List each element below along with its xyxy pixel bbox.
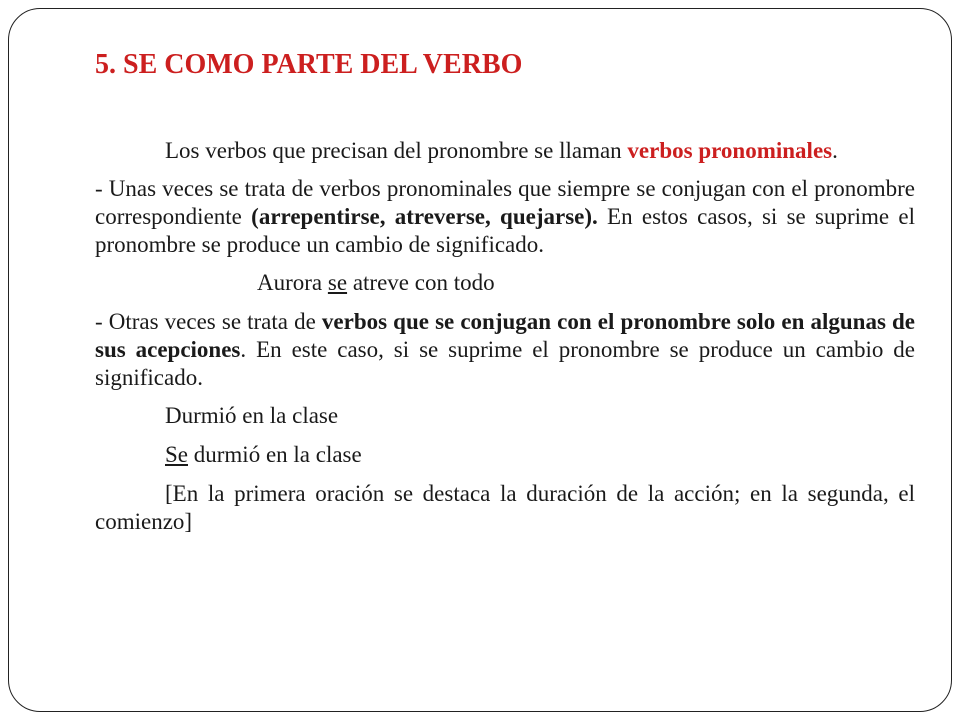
- point-1-paragraph: [95, 175, 915, 259]
- slide-body: [95, 137, 915, 546]
- intro-paragraph: [95, 137, 915, 165]
- example-1: [95, 269, 915, 297]
- example-2-text: Durmió en la clase: [165, 403, 339, 428]
- intro-text: Los verbos que precisan del pronombre se llaman: [165, 138, 628, 163]
- point-2-text: - Otras veces se trata de: [95, 309, 322, 334]
- point-1-text: - Unas veces se trata de verbos pronominales que siempre se conjugan con el pronombre correspondiente: [95, 176, 915, 229]
- example-1-underlined: se: [327, 270, 348, 295]
- intro-highlight: verbos pronominales: [627, 138, 833, 163]
- note-paragraph: [En la primera oración se destaca la duración de la acción; en la segunda, el comienzo]: [95, 481, 915, 534]
- point-2-text-end: . En este caso, si se suprime el pronombre se produce un cambio de significado.: [95, 337, 915, 390]
- point-2-paragraph: [95, 308, 915, 392]
- intro-end: .: [832, 138, 838, 163]
- point-1-text-end: En estos casos, si se suprime el pronombre se produce un cambio de significado.: [95, 204, 915, 257]
- example-3-underlined: Se: [165, 442, 188, 467]
- example-1-before: Aurora: [257, 270, 328, 295]
- slide-title: 5. SE COMO PARTE DEL VERBO: [95, 49, 523, 80]
- example-3: [95, 441, 915, 469]
- point-2-bold: verbos que se conjugan con el pronombre solo en algunas de sus acepciones: [95, 309, 915, 362]
- point-1-examples: (arrepentirse, atreverse, quejarse).: [251, 204, 598, 229]
- example-2: [95, 402, 915, 430]
- example-1-after: atreve con todo: [347, 270, 495, 295]
- slide-frame: [8, 8, 952, 712]
- example-3-after: durmió en la clase: [188, 442, 362, 467]
